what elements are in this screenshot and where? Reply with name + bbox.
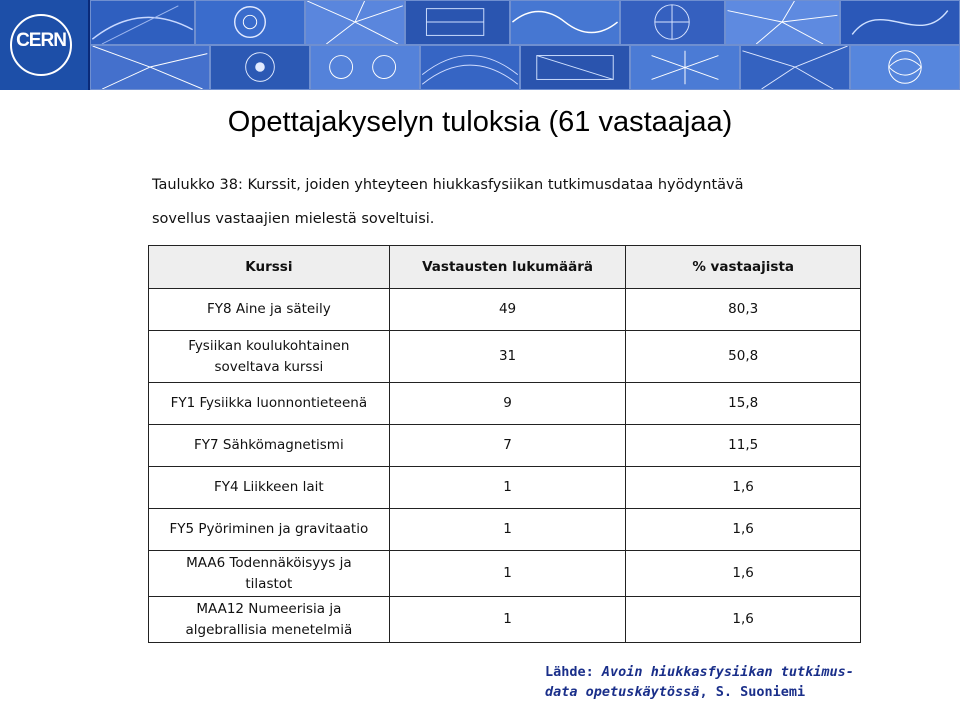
course-name: FY8 Aine ja säteily [206, 301, 331, 317]
count-cell: 1 [389, 467, 626, 509]
cern-logo-text: CERN [16, 30, 66, 51]
table-caption-line: Taulukko 38: Kurssit, joiden yhteyteen hiukkasfysiikan tutkimusdataa hyödyntävä [152, 177, 744, 193]
table-row [149, 597, 861, 643]
banner-tile [405, 0, 510, 45]
course-name: MAA12 Numeerisia ja [196, 600, 342, 617]
column-header-percent: % vastaajista [626, 246, 861, 289]
course-cell [149, 509, 390, 551]
percent-cell: 15,8 [626, 383, 861, 425]
table-row [149, 509, 861, 551]
banner-tile [195, 0, 305, 45]
table-caption-line: sovellus vastaajien mielestä soveltuisi. [152, 211, 435, 227]
count-cell: 1 [389, 597, 626, 643]
banner-tile [310, 45, 420, 90]
course-name: soveltava kurssi [214, 358, 324, 375]
source-title-cont: data opetuskäytössä [545, 684, 700, 700]
cern-logo [0, 0, 88, 90]
count-cell: 31 [389, 331, 626, 383]
source-label: Lähde: [545, 664, 594, 680]
banner-tile [210, 45, 310, 90]
count-cell: 49 [389, 289, 626, 331]
banner-tile [630, 45, 740, 90]
banner-tile [420, 45, 520, 90]
course-cell [149, 597, 390, 643]
banner-tile [520, 45, 630, 90]
source-title: Avoin hiukkasfysiikan tutkimus- [601, 664, 854, 680]
source-author: , S. Suoniemi [699, 684, 806, 700]
table-row [149, 467, 861, 509]
course-cell [149, 425, 390, 467]
banner-image-strip [90, 0, 960, 90]
course-cell [149, 289, 390, 331]
course-name: FY5 Pyöriminen ja gravitaatio [169, 521, 369, 537]
source-note [545, 662, 945, 702]
table-caption [152, 168, 832, 236]
percent-cell: 80,3 [626, 289, 861, 331]
courses-table [148, 245, 861, 643]
count-cell: 7 [389, 425, 626, 467]
course-name: FY1 Fysiikka luonnontieteenä [170, 395, 368, 411]
banner-tile [305, 0, 405, 45]
course-name: algebrallisia menetelmiä [185, 621, 353, 638]
banner-tile [850, 45, 960, 90]
course-cell [149, 383, 390, 425]
banner-tile [740, 45, 850, 90]
column-header-course: Kurssi [149, 246, 390, 289]
course-cell [149, 467, 390, 509]
table-row [149, 383, 861, 425]
course-name: MAA6 Todennäköisyys ja [186, 554, 352, 571]
course-name: Fysiikan koulukohtainen [188, 337, 350, 354]
banner-tile [620, 0, 725, 45]
count-cell: 9 [389, 383, 626, 425]
banner-tile [840, 0, 960, 45]
table-row [149, 289, 861, 331]
course-name: FY7 Sähkömagnetismi [193, 437, 344, 453]
course-name: tilastot [245, 575, 293, 592]
banner-tile [510, 0, 620, 45]
banner-tile [90, 0, 195, 45]
percent-cell: 1,6 [626, 597, 861, 643]
table-header-row [149, 246, 861, 289]
percent-cell: 50,8 [626, 331, 861, 383]
percent-cell: 1,6 [626, 509, 861, 551]
header-banner [0, 0, 960, 90]
count-cell: 1 [389, 509, 626, 551]
slide-title: Opettajakyselyn tuloksia (61 vastaajaa) [227, 106, 733, 138]
banner-tile [725, 0, 840, 45]
course-cell [149, 551, 390, 597]
table-row [149, 331, 861, 383]
course-cell [149, 331, 390, 383]
percent-cell: 1,6 [626, 551, 861, 597]
table-row [149, 425, 861, 467]
banner-tile [90, 45, 210, 90]
percent-cell: 1,6 [626, 467, 861, 509]
count-cell: 1 [389, 551, 626, 597]
course-name: FY4 Liikkeen lait [214, 479, 324, 495]
table-row [149, 551, 861, 597]
percent-cell: 11,5 [626, 425, 861, 467]
column-header-count: Vastausten lukumäärä [389, 246, 626, 289]
